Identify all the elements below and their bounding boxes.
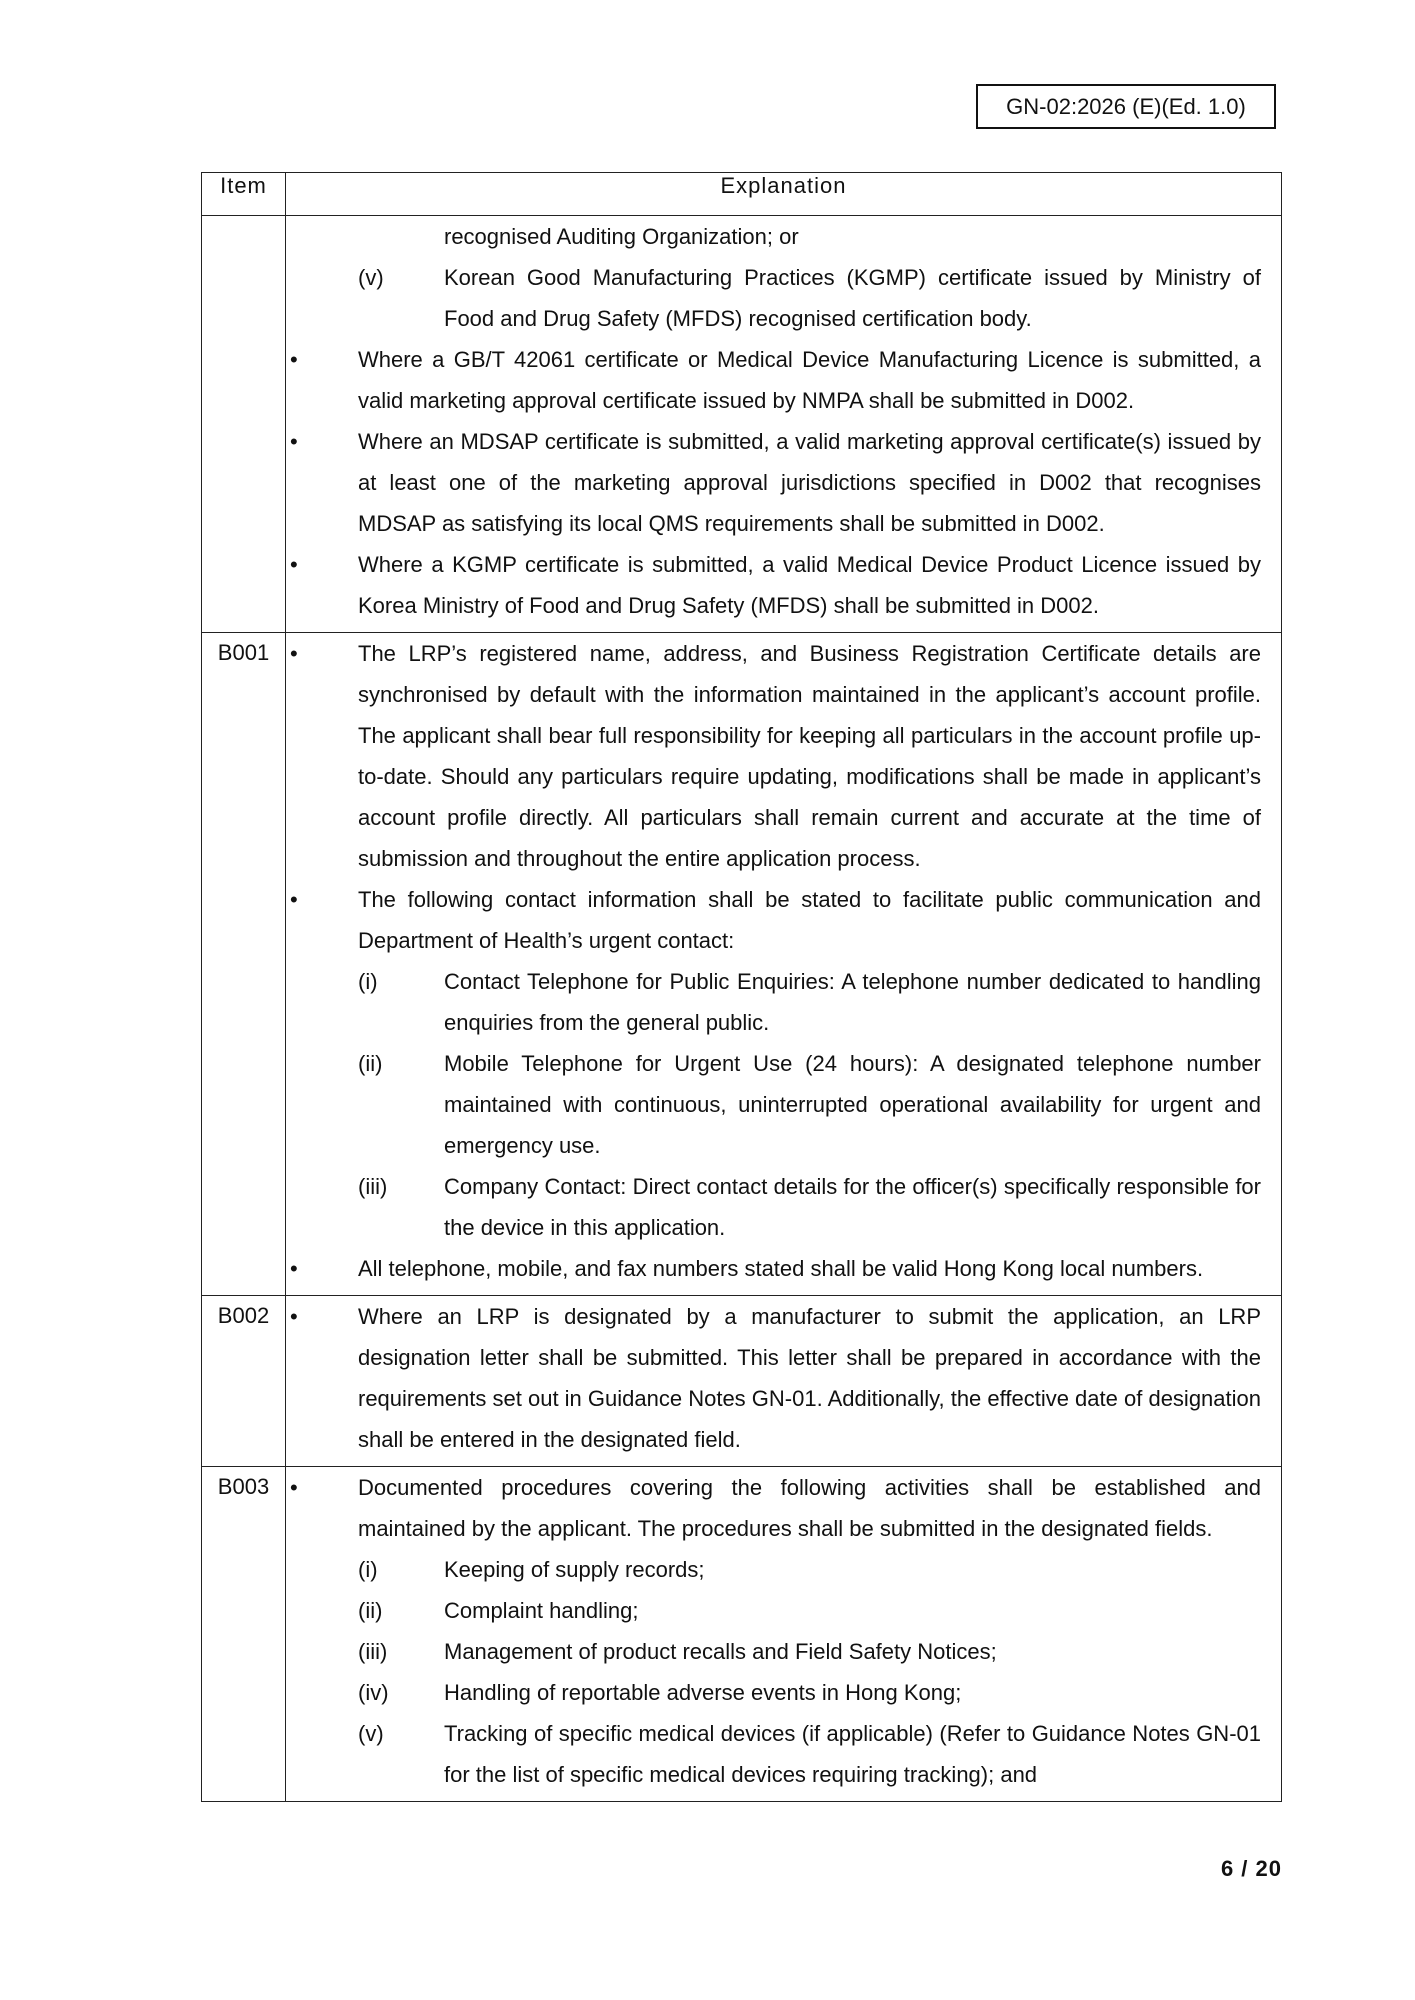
sub-item (286, 257, 1261, 339)
bullet-text: The LRP’s registered name, address, and Business Registration Certificate details are synchronised by default with the information maintained in the applicant’s account profile. The applicant shall bear full responsibility for keeping all particulars in the account profile up-to-date. Should any particulars require updating, modifications shall be made in applicant’s account profile directly. All particulars shall remain current and accurate at the time of submission and throughout the entire application process. (358, 641, 1261, 871)
explanation-cell (286, 216, 1282, 633)
page-number: 6 / 20 (1220, 1856, 1282, 1881)
sub-item (286, 1713, 1261, 1795)
bullet-text: The following contact information shall be stated to facilitate public communication and Department of Health’s urgent contact: (358, 887, 1261, 953)
bullet-item (286, 879, 1261, 961)
column-header-explanation: Explanation (286, 173, 1282, 216)
table-row (202, 633, 1282, 1296)
bullet-item (286, 421, 1261, 544)
sub-item-text: Mobile Telephone for Urgent Use (24 hours): A designated telephone number maintained with continuous, uninterrupted operational availability for urgent and emergency use. (444, 1051, 1261, 1158)
bullet-text: Documented procedures covering the following activities shall be established and maintained by the applicant. The procedures shall be submitted in the designated fields. (358, 1475, 1261, 1541)
explanation-cell (286, 633, 1282, 1296)
bullet-text: Where a GB/T 42061 certificate or Medical Device Manufacturing Licence is submitted, a valid marketing approval certificate issued by NMPA shall be submitted in D002. (358, 347, 1261, 413)
sub-item-text: Management of product recalls and Field Safety Notices; (444, 1639, 997, 1664)
sub-item-number: (ii) (358, 1051, 383, 1076)
explanation-table (201, 172, 1282, 1802)
bullet-icon: • (290, 887, 298, 912)
explanation-cell (286, 1296, 1282, 1467)
bullet-icon: • (290, 641, 298, 666)
item-code: B001 (202, 633, 286, 1296)
sub-item (286, 961, 1261, 1043)
sub-item (286, 1672, 1261, 1713)
bullet-icon: • (290, 1304, 298, 1329)
sub-item-text: Complaint handling; (444, 1598, 639, 1623)
sub-item-number: (iv) (358, 1680, 389, 1705)
bullet-icon: • (290, 429, 298, 454)
bullet-item (286, 1296, 1261, 1460)
table-row (202, 1467, 1282, 1802)
table-row (202, 1296, 1282, 1467)
sub-item-number: (v) (358, 265, 384, 290)
bullet-text: All telephone, mobile, and fax numbers stated shall be valid Hong Kong local numbers. (358, 1256, 1204, 1281)
bullet-icon: • (290, 552, 298, 577)
sub-item-text: Korean Good Manufacturing Practices (KGMP) certificate issued by Ministry of Food and Drug Safety (MFDS) recognised certification body. (444, 265, 1261, 331)
document-code: GN-02:2026 (E)(Ed. 1.0) (976, 84, 1276, 129)
sub-item-number: (v) (358, 1721, 384, 1746)
column-header-item: Item (202, 173, 286, 216)
continued-text: recognised Auditing Organization; or (444, 224, 799, 249)
sub-item (286, 1590, 1261, 1631)
bullet-item (286, 1248, 1261, 1289)
bullet-item (286, 633, 1261, 879)
sub-item (286, 1166, 1261, 1248)
table-row (202, 216, 1282, 633)
sub-item-text: Tracking of specific medical devices (if applicable) (Refer to Guidance Notes GN-01 for the list of specific medical devices requiring tracking); and (444, 1721, 1261, 1787)
sub-item-text: Handling of reportable adverse events in Hong Kong; (444, 1680, 962, 1705)
table-header-row (202, 173, 1282, 216)
sub-item-number: (iii) (358, 1639, 388, 1664)
bullet-item (286, 544, 1261, 626)
bullet-icon: • (290, 1256, 298, 1281)
sub-item-number: (i) (358, 1557, 378, 1582)
item-code: B002 (202, 1296, 286, 1467)
sub-item-text: Keeping of supply records; (444, 1557, 705, 1582)
bullet-text: Where an MDSAP certificate is submitted, a valid marketing approval certificate(s) issued by at least one of the marketing approval jurisdictions specified in D002 that recognises MDSAP as satisfying its local QMS requirements shall be submitted in D002. (358, 429, 1261, 536)
bullet-text: Where a KGMP certificate is submitted, a valid Medical Device Product Licence issued by Korea Ministry of Food and Drug Safety (MFDS) shall be submitted in D002. (358, 552, 1261, 618)
item-code: B003 (202, 1467, 286, 1802)
sub-item-text: Contact Telephone for Public Enquiries: A telephone number dedicated to handling enquiries from the general public. (444, 969, 1261, 1035)
bullet-text: Where an LRP is designated by a manufacturer to submit the application, an LRP designation letter shall be submitted. This letter shall be prepared in accordance with the requirements set out in Guidance Notes GN-01. Additionally, the effective date of designation shall be entered in the designated field. (358, 1304, 1261, 1452)
bullet-item (286, 339, 1261, 421)
sub-item-number: (i) (358, 969, 378, 994)
sub-item-text: Company Contact: Direct contact details for the officer(s) specifically responsible for the device in this application. (444, 1174, 1261, 1240)
explanation-cell (286, 1467, 1282, 1802)
sub-item (286, 1043, 1261, 1166)
bullet-icon: • (290, 1475, 298, 1500)
sub-item-number: (ii) (358, 1598, 383, 1623)
bullet-icon: • (290, 347, 298, 372)
sub-item (286, 1631, 1261, 1672)
bullet-item (286, 1467, 1261, 1549)
sub-item (286, 1549, 1261, 1590)
sub-item-number: (iii) (358, 1174, 388, 1199)
item-code (202, 216, 286, 633)
